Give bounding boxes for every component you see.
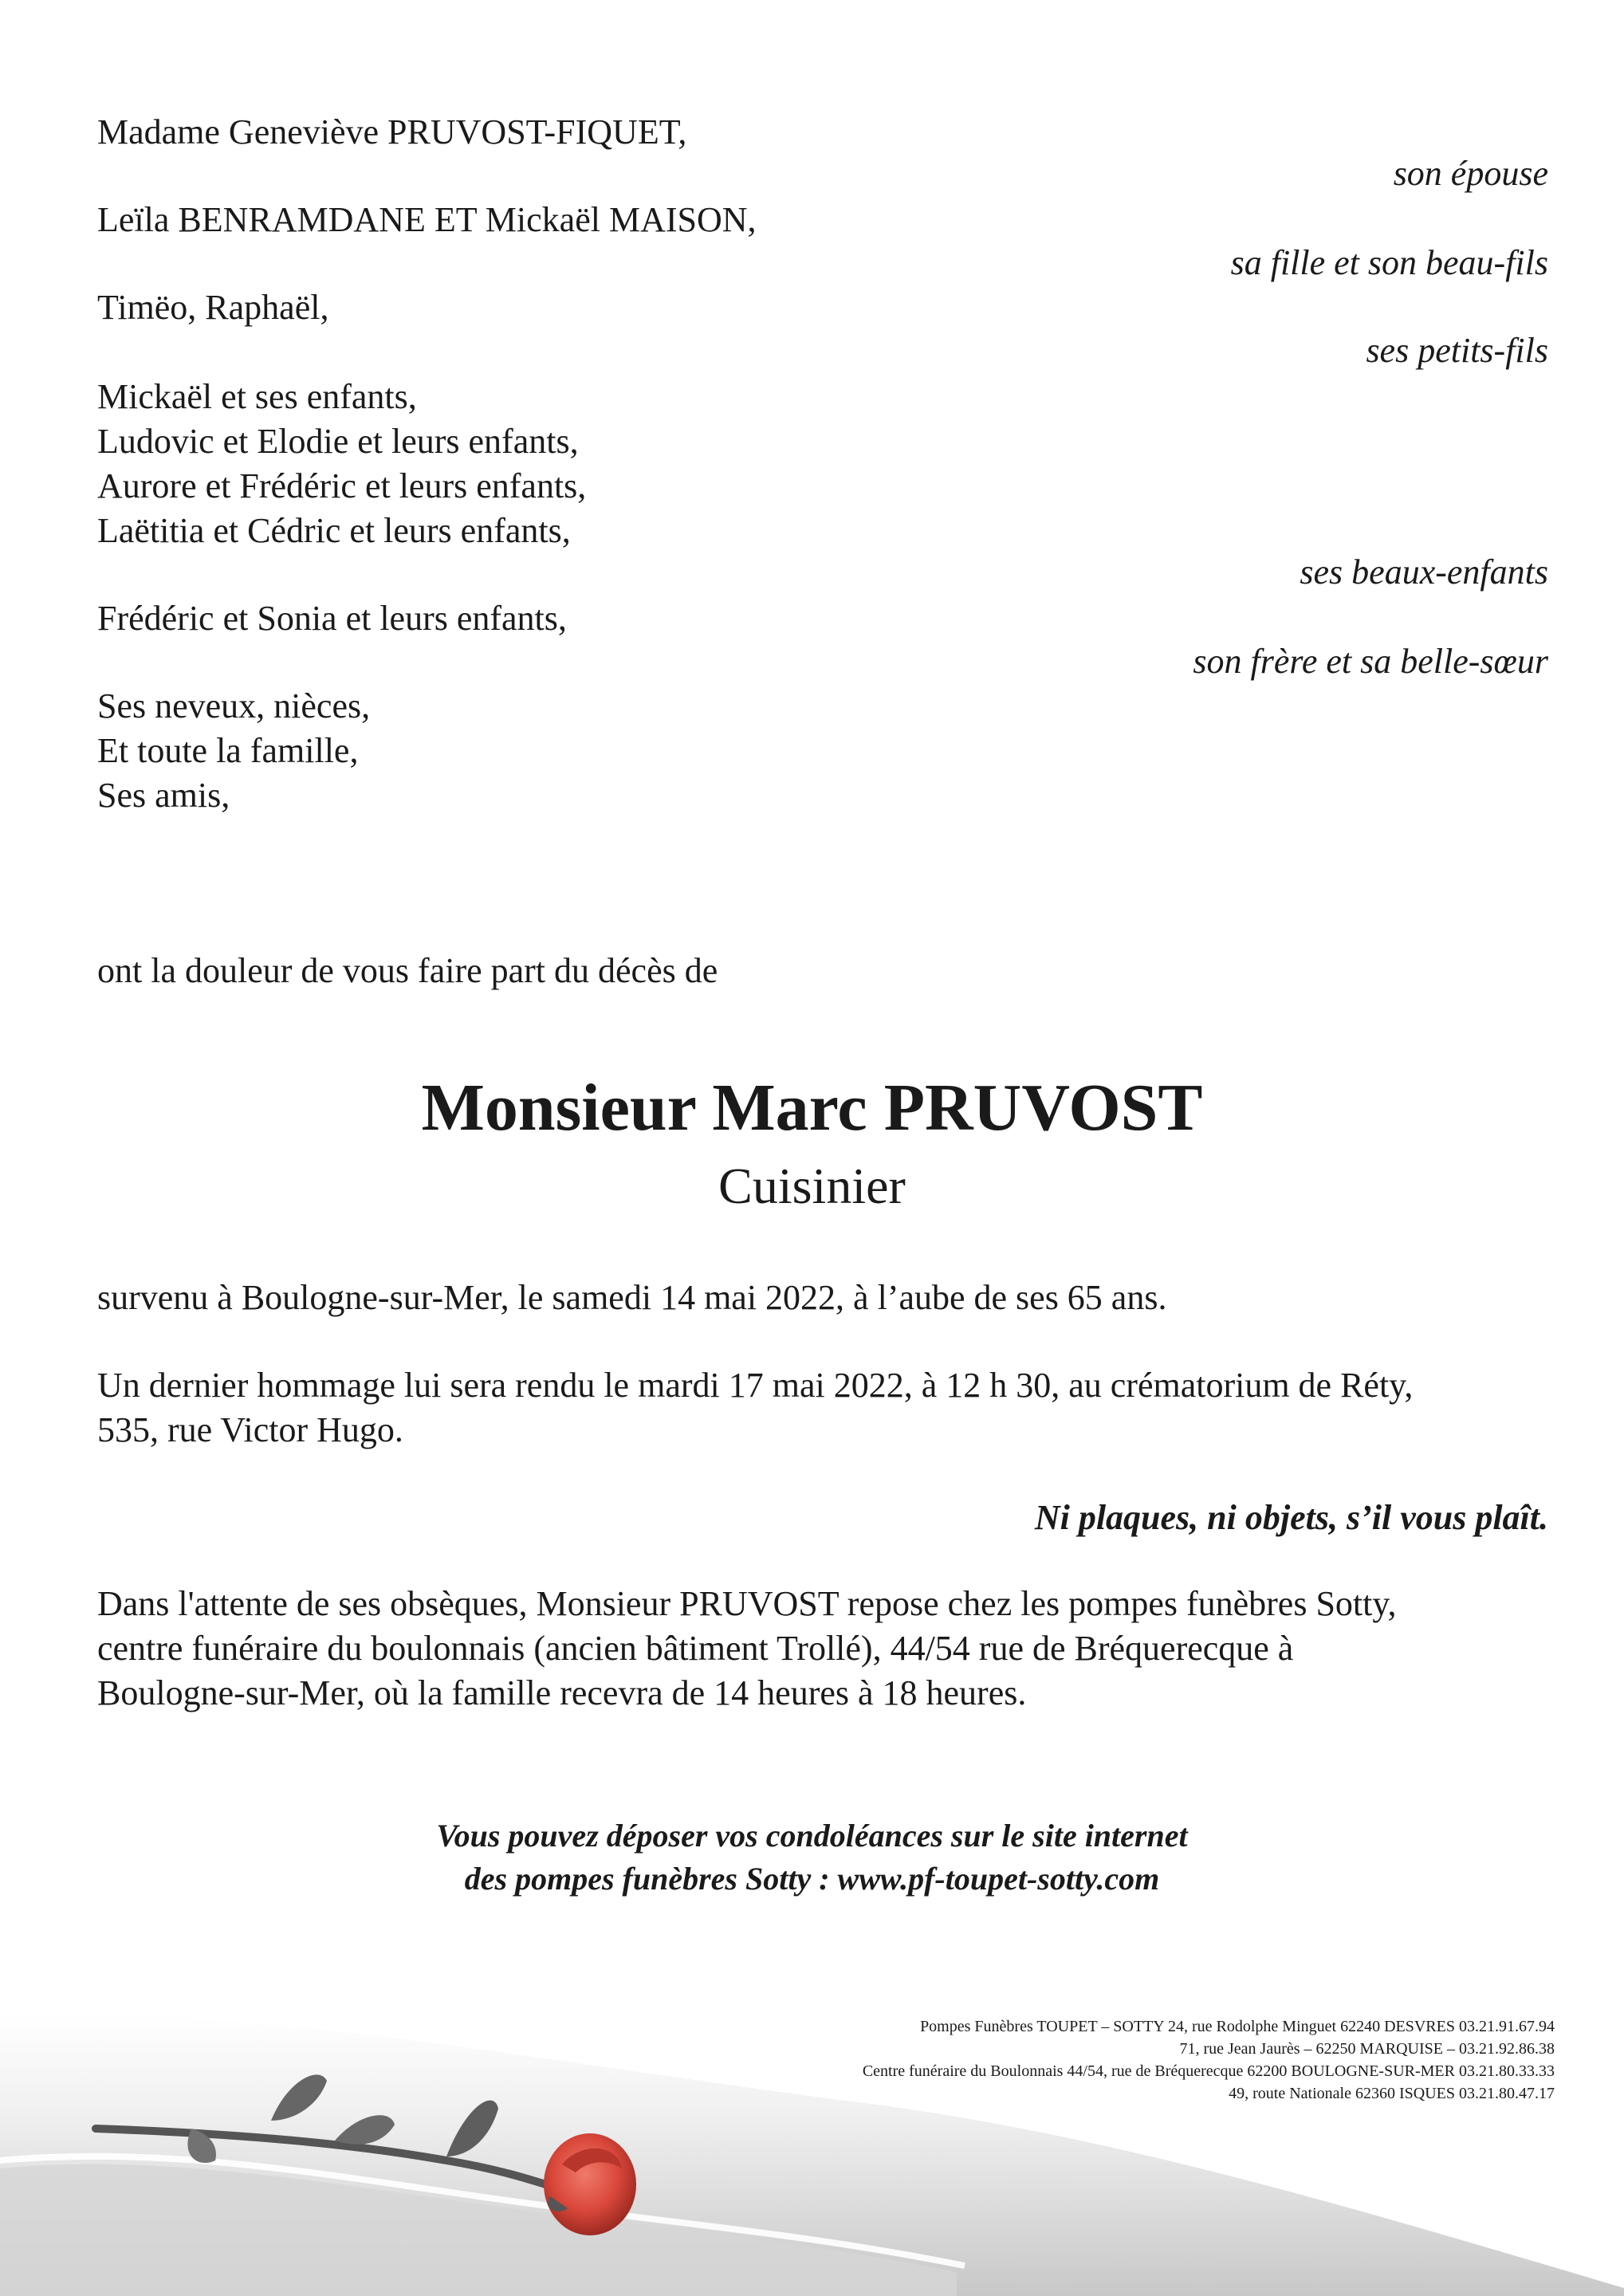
relation-stepchildren: ses beaux-enfants [1300, 552, 1548, 592]
family-stepchild-3: Aurore et Frédéric et leurs enfants, [97, 466, 587, 505]
deceased-profession: Cuisinier [718, 1158, 906, 1214]
family-brother: Frédéric et Sonia et leurs enfants, [97, 599, 567, 638]
family-daughter: Leïla BENRAMDANE ET Mickaël MAISON, [97, 200, 757, 239]
relation-spouse: son épouse [1393, 154, 1548, 193]
ceremony-line-2: 535, rue Victor Hugo. [97, 1410, 403, 1449]
family-nephews: Ses neveux, nièces, [97, 686, 371, 725]
no-flowers-note: Ni plaques, ni objets, s’il vous plaît. [1034, 1498, 1548, 1537]
footer-line-1: Pompes Funèbres TOUPET – SOTTY 24, rue Rodolphe Minguet 62240 DESVRES 03.21.91.67.94 [920, 2018, 1555, 2035]
footer-line-4: 49, route Nationale 62360 ISQUES 03.21.80.47.17 [1229, 2085, 1555, 2102]
ceremony-line-1: Un dernier hommage lui sera rendu le mardi 17 mai 2022, à 12 h 30, au crématorium de Réty, [97, 1366, 1414, 1405]
announcement: ont la douleur de vous faire part du décès de [97, 951, 718, 990]
rest-line-1: Dans l'attente de ses obsèques, Monsieur PRUVOST repose chez les pompes funèbres Sotty, [97, 1584, 1397, 1623]
rose-flower [544, 2133, 636, 2235]
family-friends: Ses amis, [97, 776, 230, 815]
family-spouse: Madame Geneviève PRUVOST-FIQUET, [97, 112, 687, 151]
relation-brother: son frère et sa belle-sœur [1193, 642, 1548, 681]
relation-grandsons: ses petits-fils [1366, 331, 1548, 370]
family-stepchild-2: Ludovic et Elodie et leurs enfants, [97, 422, 579, 461]
deceased-name: Monsieur Marc PRUVOST [421, 1071, 1203, 1145]
family-all: Et toute la famille, [97, 731, 359, 770]
condolences-line-1: Vous pouvez déposer vos condoléances sur le site internet [436, 1818, 1188, 1854]
condolences-line-2: des pompes funèbres Sotty : www.pf-toupet-sotty.com [464, 1861, 1160, 1897]
footer-line-3: Centre funéraire du Boulonnais 44/54, rue de Bréquerecque 62200 BOULOGNE-SUR-MER 03.21.80.33.33 [862, 2062, 1555, 2080]
death-line: survenu à Boulogne-sur-Mer, le samedi 14 mai 2022, à l’aube de ses 65 ans. [97, 1278, 1167, 1317]
family-grandsons: Timëo, Raphaël, [97, 288, 329, 327]
relation-daughter: sa fille et son beau-fils [1230, 243, 1548, 282]
family-stepchild-4: Laëtitia et Cédric et leurs enfants, [97, 511, 571, 550]
rest-line-3: Boulogne-sur-Mer, où la famille recevra de 14 heures à 18 heures. [97, 1673, 1027, 1712]
rest-line-2: centre funéraire du boulonnais (ancien bâtiment Trollé), 44/54 rue de Bréquerecque à [97, 1629, 1294, 1668]
footer-line-2: 71, rue Jean Jaurès – 62250 MARQUISE – 03.21.92.86.38 [1179, 2040, 1555, 2058]
family-stepchild-1: Mickaël et ses enfants, [97, 377, 417, 416]
